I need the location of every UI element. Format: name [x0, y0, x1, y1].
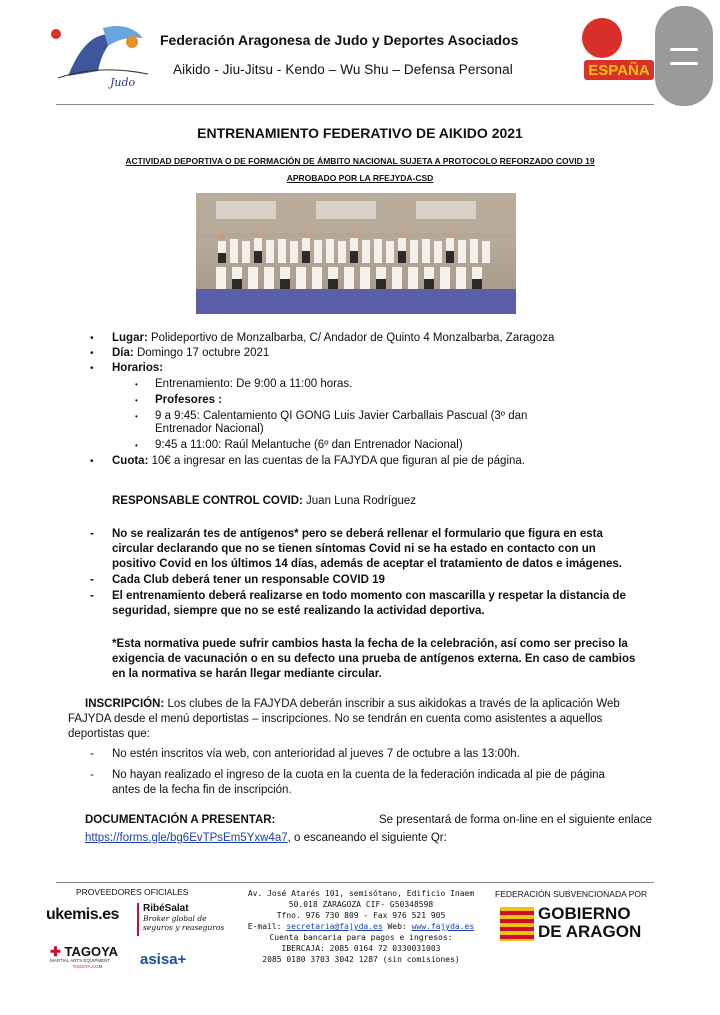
inscripcion-text-c: deportistas que:: [68, 728, 150, 740]
inscripcion-text-b: FAJYDA desde el menú deportistas – inscripciones. No se tendrán en cuenta como asistentes a aquellos: [68, 713, 603, 725]
address-line-2: 50.018 ZARAGOZA CIF- G50348598: [288, 900, 434, 909]
address-line-1: Av. José Atarés 101, semisótano, Edificio Inaem: [247, 889, 475, 898]
menu-button[interactable]: [655, 6, 713, 106]
bank-line-3: 2085 0180 3703 3042 1287 (sin comisiones): [262, 955, 460, 964]
horario-2a: 9 a 9:45: Calentamiento QI GONG Luis Javier Carballais Pascual (3º dan: [155, 410, 528, 422]
covid-note-a: *Esta normativa puede sufrir cambios hasta la fecha de la celebración, así como ser preciso la: [112, 638, 628, 650]
email-link[interactable]: secretaria@fajyda.es: [286, 922, 383, 931]
covid-rule-1c: positivo Covid en los últimos 14 días, además de aceptar el tratamiento de datos e imágenes.: [112, 558, 622, 570]
dash-icon: -: [90, 574, 94, 586]
header-subtitle: Aikido - Jiu-Jitsu - Kendo – Wu Shu – Defensa Personal: [173, 62, 513, 77]
plus-icon: +: [177, 951, 187, 968]
bullet-icon: •: [90, 333, 94, 344]
covid-rule-1b: circular declarando que no se tienen síntomas Covid ni se ha estado en contacto con un: [112, 543, 596, 555]
asisa-logo: asisa+: [140, 951, 187, 968]
document-subtitle-1: ACTIVIDAD DEPORTIVA O DE FORMACIÓN DE ÁMBITO NACIONAL SUJETA A PROTOCOLO REFORZADO COVID 19: [125, 156, 595, 166]
bank-line-2: IBERCAJA: 2085 0164 72 0330031003: [281, 944, 441, 953]
horario-1: Entrenamiento: De 9:00 a 11:00 horas.: [155, 378, 353, 390]
covid-rule-3b: seguridad, siempre que no se esté realizando la actividad deportiva.: [112, 605, 485, 617]
sub-bullet-icon: •: [135, 396, 138, 405]
lugar-value: Polideportivo de Monzalbarba, C/ Andador de Quinto 4 Monzalbarba, Zaragoza: [150, 332, 555, 344]
sub-bullet-icon: •: [135, 441, 138, 450]
horarios-label: Horarios:: [112, 362, 164, 374]
documentacion-label: DOCUMENTACIÓN A PRESENTAR:: [85, 814, 276, 826]
bullet-icon: •: [90, 456, 94, 467]
dash-icon: -: [90, 528, 94, 540]
providers-label: PROVEEDORES OFICIALES: [76, 887, 189, 897]
dash-icon: -: [90, 590, 94, 602]
documentacion-text: Se presentará de forma on-line en el siguiente enlace: [379, 814, 652, 826]
profesores-label: Profesores :: [155, 394, 223, 406]
subvencionada-label: FEDERACIÓN SUBVENCIONADA POR: [495, 889, 648, 899]
left-logo-text: Judo: [110, 76, 136, 89]
sub-bullet-icon: •: [135, 380, 138, 389]
covid-rule-1a: No se realizarán tes de antígenos* pero se deberá rellenar el formulario que figura en esta: [112, 528, 603, 540]
horario-3: 9:45 a 11:00: Raúl Melantuche (6º dan Entrenador Nacional): [155, 439, 463, 451]
forms-link[interactable]: https://forms.gle/bg6EvTPsEm5Yxw4a7: [85, 832, 288, 844]
dash-icon: -: [90, 769, 94, 781]
dash-icon: -: [90, 748, 94, 760]
header-divider: [56, 104, 654, 105]
cuota-label: Cuota:: [112, 455, 149, 467]
responsable-label: RESPONSABLE CONTROL COVID:: [112, 495, 303, 507]
spain-logo: [578, 10, 658, 92]
address-line-3: Tfno. 976 730 809 - Fax 976 521 905: [276, 911, 446, 920]
covid-note-c: en la normativa se harán llegar mediante circular.: [112, 668, 382, 680]
federation-logo: [48, 16, 156, 94]
bullet-icon: •: [90, 363, 94, 374]
inscripcion-item-2a: No hayan realizado el ingreso de la cuota en la cuenta de la federación indicada al pie de página: [112, 769, 605, 781]
right-logo-text: ESPAÑA: [588, 62, 650, 79]
lugar-label: Lugar:: [112, 332, 148, 344]
inscripcion-item-2b: antes de la fecha fin de inscripción.: [112, 784, 292, 796]
web-link[interactable]: www.fajyda.es: [411, 922, 475, 931]
bullet-icon: •: [90, 348, 94, 359]
dia-value: Domingo 17 octubre 2021: [136, 347, 270, 359]
tagoya-logo: ✚ TAGOYA MARTIAL ARTS EQUIPMENT TAGOYA.COM: [50, 944, 118, 969]
footer-address: Av. José Atarés 101, semisótano, Edificio Inaem 50.018 ZARAGOZA CIF- G50348598 Tfno. 976 730 809 - Fax 976 521 905 E-mail: secretaria@fajyda.es Web: www.fajyda.es Cuenta bancaria para pagos e ingresos: IBERCAJA: 2085 0164 72 0330031003 2085 0180 3703 3042 1287 (sin comisiones): [247, 889, 475, 964]
covid-rule-2: Cada Club deberá tener un responsable COVID 19: [112, 574, 385, 586]
inscripcion-label: INSCRIPCIÓN:: [85, 698, 165, 710]
header-title: Federación Aragonesa de Judo y Deportes Asociados: [160, 32, 519, 48]
ukemis-logo: ukemis.es: [46, 906, 119, 923]
cuota-value: 10€ a ingresar en las cuentas de la FAJYDA que figuran al pie de página.: [151, 455, 525, 467]
sub-bullet-icon: •: [135, 412, 138, 421]
document-title: ENTRENAMIENTO FEDERATIVO DE AIKIDO 2021: [197, 125, 523, 141]
covid-rule-3a: El entrenamiento deberá realizarse en todo momento con mascarilla y respetar la distancia de: [112, 590, 626, 602]
document-subtitle-2: APROBADO POR LA RFEJYDA-CSD: [286, 173, 434, 183]
ribesalat-logo: RibéSalat Broker global de seguros y reaseguros: [137, 903, 227, 936]
inscripcion-item-1: No estén inscritos vía web, con anterioridad al jueves 7 de octubre a las 13:00h.: [112, 748, 520, 760]
footer-divider: [56, 882, 654, 883]
group-photo: [196, 193, 516, 314]
dia-label: Día:: [112, 347, 134, 359]
tagoya-mark-icon: ✚: [50, 944, 61, 959]
documentacion-text-after: , o escaneando el siguiente Qr:: [287, 832, 447, 844]
gobierno-aragon-logo: GOBIERNO DE ARAGON: [500, 905, 660, 943]
covid-note-b: exigencia de vacunación o en su defecto una prueba de antígenos externa. En caso de cambios: [112, 653, 636, 665]
bank-line-1: Cuenta bancaria para pagos e ingresos:: [269, 933, 453, 942]
inscripcion-text-a: Los clubes de la FAJYDA deberán inscribir a sus aikidokas a través de la aplicación Web: [167, 698, 620, 710]
responsable-value: Juan Luna Rodríguez: [306, 495, 416, 507]
horario-2b: Entrenador Nacional): [155, 423, 264, 435]
